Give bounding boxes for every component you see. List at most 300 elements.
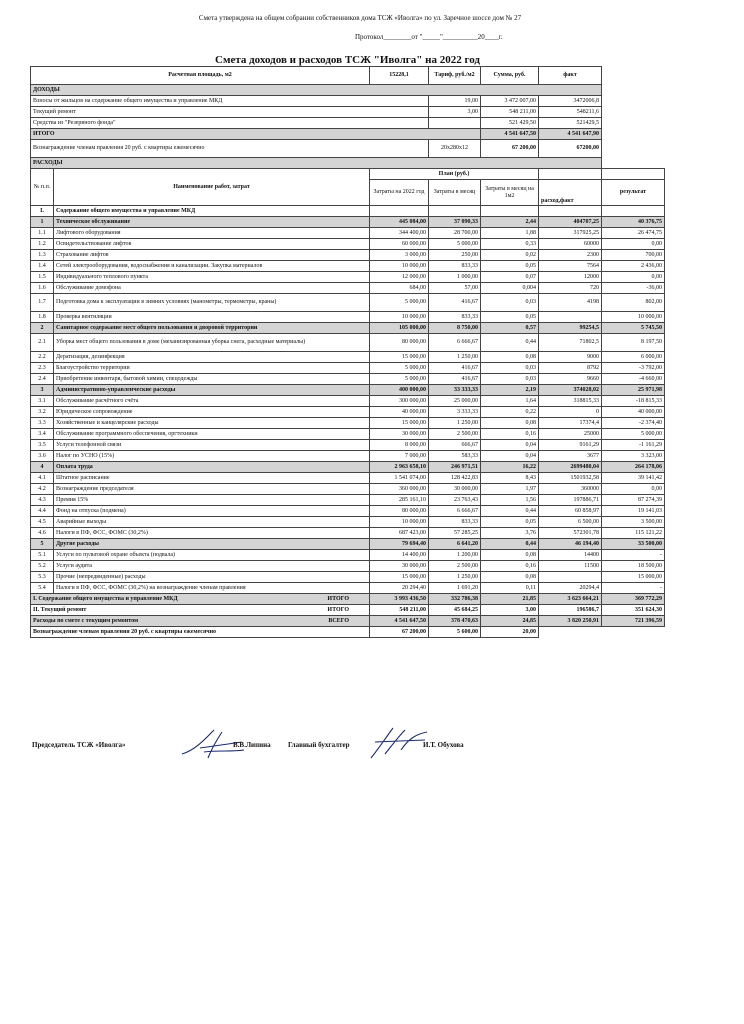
expense-name: Налог по УСНО (15%) bbox=[54, 451, 370, 462]
expense-name: Услуги аудита bbox=[54, 561, 370, 572]
expense-num: 1.1 bbox=[31, 228, 54, 239]
expense-year: 687 423,00 bbox=[370, 528, 429, 539]
expense-fact: 317925,25 bbox=[539, 228, 602, 239]
sum-label: Сумма, руб. bbox=[481, 67, 539, 85]
expense-group-row bbox=[31, 217, 665, 228]
expense-name: Уборка мест общего пользования в доме (механизированная уборка снега, расходные материалы) bbox=[54, 334, 370, 352]
expense-reward-row bbox=[31, 627, 665, 638]
expense-fact: 2699480,04 bbox=[539, 462, 602, 473]
spacer bbox=[602, 107, 665, 118]
expense-month: 1 000,00 bbox=[429, 272, 481, 283]
expense-result: 6 000,00 bbox=[602, 352, 665, 363]
expense-row bbox=[31, 517, 665, 528]
protocol-line: Протокол________от "_____"__________20____г. bbox=[355, 33, 503, 41]
expense-fact: 2300 bbox=[539, 250, 602, 261]
expense-row bbox=[31, 334, 665, 352]
expense-month: 416,67 bbox=[429, 294, 481, 312]
expense-num: 2.3 bbox=[31, 363, 54, 374]
expense-month: 6 666,67 bbox=[429, 506, 481, 517]
expense-fact: 318815,33 bbox=[539, 396, 602, 407]
expense-num: 5.4 bbox=[31, 583, 54, 594]
expense-fact: 9660 bbox=[539, 374, 602, 385]
expense-result: 39 141,42 bbox=[602, 473, 665, 484]
expense-fact: 8792 bbox=[539, 363, 602, 374]
expense-year: 285 161,10 bbox=[370, 495, 429, 506]
income-total-label: ИТОГО bbox=[31, 129, 481, 140]
expense-name: Административно-управленческие расходы bbox=[54, 385, 370, 396]
expense-result: 33 500,00 bbox=[602, 539, 665, 550]
expense-m2: 1,64 bbox=[481, 396, 539, 407]
expense-year: 20 294,40 bbox=[370, 583, 429, 594]
expense-row bbox=[31, 583, 665, 594]
signature-block bbox=[30, 738, 670, 768]
expense-month: 8 750,00 bbox=[429, 323, 481, 334]
expense-num: 2.4 bbox=[31, 374, 54, 385]
expense-year: 15 000,00 bbox=[370, 352, 429, 363]
expense-result: 5 745,50 bbox=[602, 323, 665, 334]
expense-row bbox=[31, 396, 665, 407]
expense-result: 0,00 bbox=[602, 239, 665, 250]
expense-row bbox=[31, 407, 665, 418]
expense-m2: 0,08 bbox=[481, 572, 539, 583]
total-name: Расходы по смете с текущим ремонтом bbox=[33, 617, 139, 624]
col-m2-header: Затраты в месяц на 1м2 bbox=[481, 180, 539, 206]
fact-label: факт bbox=[539, 67, 602, 85]
expense-result: -4 660,00 bbox=[602, 374, 665, 385]
total-name: I. Содержание общего имущества и управление МКД bbox=[33, 595, 178, 602]
expense-num: 5.3 bbox=[31, 572, 54, 583]
expense-fact: 71802,5 bbox=[539, 334, 602, 352]
income-name: Текущий ремонт bbox=[31, 107, 429, 118]
expense-month: 833,33 bbox=[429, 312, 481, 323]
expense-year: 14 400,00 bbox=[370, 550, 429, 561]
expense-num: 1.8 bbox=[31, 312, 54, 323]
expense-month: 2 500,00 bbox=[429, 561, 481, 572]
expense-fact: 6 500,00 bbox=[539, 517, 602, 528]
expense-num: 4.4 bbox=[31, 506, 54, 517]
total-month: 378 470,63 bbox=[429, 616, 481, 627]
expense-header-row-1 bbox=[31, 169, 665, 180]
expense-row bbox=[31, 484, 665, 495]
expense-m2: 1,97 bbox=[481, 484, 539, 495]
income-sum: 548 211,00 bbox=[481, 107, 539, 118]
expense-fact: 11500 bbox=[539, 561, 602, 572]
expense-year: 2 963 658,10 bbox=[370, 462, 429, 473]
expense-result: -36,00 bbox=[602, 283, 665, 294]
expense-month: 6 666,67 bbox=[429, 334, 481, 352]
expense-year: 3 000,00 bbox=[370, 250, 429, 261]
expense-year: 5 000,00 bbox=[370, 294, 429, 312]
approval-note: Смета утверждена на общем собрании собственников дома ТСЖ «Иволга» по ул. Заречное шоссе дом № 27 bbox=[198, 14, 522, 22]
expense-heading: РАСХОДЫ bbox=[31, 158, 602, 169]
expense-num: 1.6 bbox=[31, 283, 54, 294]
expense-row bbox=[31, 352, 665, 363]
expense-fact: 60 858,97 bbox=[539, 506, 602, 517]
expense-reward-year: 67 200,00 bbox=[370, 627, 429, 638]
expense-num: 1 bbox=[31, 217, 54, 228]
expense-name: Индивидуального теплового пункта bbox=[54, 272, 370, 283]
income-fact: 548211,6 bbox=[539, 107, 602, 118]
expense-num: 3.6 bbox=[31, 451, 54, 462]
expense-row bbox=[31, 261, 665, 272]
expense-year: 400 000,00 bbox=[370, 385, 429, 396]
total-m2: 3,00 bbox=[481, 605, 539, 616]
expense-fact bbox=[539, 572, 602, 583]
expense-month: 250,00 bbox=[429, 250, 481, 261]
expense-m2: 2,19 bbox=[481, 385, 539, 396]
total-rows bbox=[31, 594, 665, 627]
expense-m2: 3,76 bbox=[481, 528, 539, 539]
expense-row bbox=[31, 506, 665, 517]
expense-m2: 0,03 bbox=[481, 294, 539, 312]
expense-month: 2 500,00 bbox=[429, 429, 481, 440]
total-result: 369 772,29 bbox=[602, 594, 665, 605]
expense-group-row bbox=[31, 462, 665, 473]
total-row bbox=[31, 616, 665, 627]
expense-num: 5.1 bbox=[31, 550, 54, 561]
chair-name: В.В.Липина bbox=[233, 741, 271, 749]
expense-row bbox=[31, 451, 665, 462]
expense-result: 2 436,00 bbox=[602, 261, 665, 272]
expense-result: 3 323,00 bbox=[602, 451, 665, 462]
expense-m2: 0,44 bbox=[481, 506, 539, 517]
expense-num: 1.3 bbox=[31, 250, 54, 261]
expense-row bbox=[31, 294, 665, 312]
expense-m2: 0,11 bbox=[481, 583, 539, 594]
expense-month: 1 250,00 bbox=[429, 352, 481, 363]
expense-year: 360 000,00 bbox=[370, 484, 429, 495]
expense-num: 1.4 bbox=[31, 261, 54, 272]
total-result: 721 396,59 bbox=[602, 616, 665, 627]
income-total-sum: 4 541 647,50 bbox=[481, 129, 539, 140]
total-label: ИТОГО bbox=[327, 606, 349, 613]
expense-year: 10 000,00 bbox=[370, 517, 429, 528]
col-month-header: Затраты в месяц bbox=[429, 180, 481, 206]
income-rows bbox=[31, 96, 665, 129]
expense-name: Юридическое сопровождение bbox=[54, 407, 370, 418]
area-label: Расчетная площадь, м2 bbox=[31, 67, 370, 85]
expense-row bbox=[31, 429, 665, 440]
expense-year: 15 000,00 bbox=[370, 572, 429, 583]
expense-result: 18 500,00 bbox=[602, 561, 665, 572]
expense-result: 87 274,39 bbox=[602, 495, 665, 506]
expense-fact: 17374,4 bbox=[539, 418, 602, 429]
expense-result: - bbox=[602, 550, 665, 561]
expense-row bbox=[31, 272, 665, 283]
expense-group-row bbox=[31, 323, 665, 334]
expense-year: 8 000,00 bbox=[370, 440, 429, 451]
expense-name: Услуги телефонной связи bbox=[54, 440, 370, 451]
expense-m2: 0,16 bbox=[481, 561, 539, 572]
income-heading: ДОХОДЫ bbox=[31, 85, 602, 96]
expense-row bbox=[31, 283, 665, 294]
expense-month: 23 763,43 bbox=[429, 495, 481, 506]
expense-year: 79 694,40 bbox=[370, 539, 429, 550]
expense-name: Освидетельствование лифтов bbox=[54, 239, 370, 250]
expense-num: 3.2 bbox=[31, 407, 54, 418]
expense-fact: 9000 bbox=[539, 352, 602, 363]
expense-m2: 0,05 bbox=[481, 312, 539, 323]
expense-m2: 0,02 bbox=[481, 250, 539, 261]
expense-year: 40 000,00 bbox=[370, 407, 429, 418]
expense-month: 416,67 bbox=[429, 363, 481, 374]
expense-reward-month: 5 600,00 bbox=[429, 627, 481, 638]
expense-num: 3.3 bbox=[31, 418, 54, 429]
expense-name: Вознаграждение председателя bbox=[54, 484, 370, 495]
expense-name: Хозяйственные и канцелярские расходы bbox=[54, 418, 370, 429]
expense-row bbox=[31, 250, 665, 261]
expense-fact: 572301,78 bbox=[539, 528, 602, 539]
expense-year: 60 000,00 bbox=[370, 239, 429, 250]
expense-month: 128 422,83 bbox=[429, 473, 481, 484]
section-row bbox=[31, 206, 665, 217]
expense-fact: 374028,02 bbox=[539, 385, 602, 396]
expense-row bbox=[31, 418, 665, 429]
expense-fact: 197886,71 bbox=[539, 495, 602, 506]
income-row bbox=[31, 118, 665, 129]
expense-result: 40 000,00 bbox=[602, 407, 665, 418]
expense-name: Благоустройство территории bbox=[54, 363, 370, 374]
total-label: ИТОГО bbox=[327, 595, 349, 602]
expense-month: 246 971,51 bbox=[429, 462, 481, 473]
tariff-label: Тариф, руб./м2 bbox=[429, 67, 481, 85]
expense-month: 28 700,00 bbox=[429, 228, 481, 239]
expense-year: 80 000,00 bbox=[370, 506, 429, 517]
expense-row bbox=[31, 495, 665, 506]
expense-num: 5 bbox=[31, 539, 54, 550]
total-m2: 21,85 bbox=[481, 594, 539, 605]
plan-header: План (руб.) bbox=[370, 169, 539, 180]
income-reward-name: Вознаграждение членам правления 20 руб. с квартиры ежемесячно bbox=[31, 140, 429, 158]
expense-name: Обслуживание программного обеспечения, оргтехники bbox=[54, 429, 370, 440]
expense-num: 4.5 bbox=[31, 517, 54, 528]
expense-year: 684,00 bbox=[370, 283, 429, 294]
total-row bbox=[31, 605, 665, 616]
expense-num: 3.1 bbox=[31, 396, 54, 407]
expense-result: 0,00 bbox=[602, 272, 665, 283]
expense-num: 2.1 bbox=[31, 334, 54, 352]
income-sum: 521 429,50 bbox=[481, 118, 539, 129]
income-sum: 3 472 007,00 bbox=[481, 96, 539, 107]
spacer bbox=[602, 118, 665, 129]
expense-m2: 0,03 bbox=[481, 374, 539, 385]
expense-num: 1.7 bbox=[31, 294, 54, 312]
expense-name: Прочие (непредвиденные) расходы bbox=[54, 572, 370, 583]
expense-year: 30 000,00 bbox=[370, 561, 429, 572]
expense-num: 4 bbox=[31, 462, 54, 473]
expense-name: Налоги в ПФ, ФСС, ФОМС (30,2%) bbox=[54, 528, 370, 539]
expense-result: 8 197,50 bbox=[602, 334, 665, 352]
expense-result: 25 971,98 bbox=[602, 385, 665, 396]
expense-name: Лифтового оборудования bbox=[54, 228, 370, 239]
expense-m2: 8,43 bbox=[481, 473, 539, 484]
total-month: 45 684,25 bbox=[429, 605, 481, 616]
income-row bbox=[31, 107, 665, 118]
expense-result: 5 000,00 bbox=[602, 429, 665, 440]
expense-name: Техническое обслуживание bbox=[54, 217, 370, 228]
expense-month: 33 333,33 bbox=[429, 385, 481, 396]
expense-m2: 0,44 bbox=[481, 334, 539, 352]
expense-fact: 3677 bbox=[539, 451, 602, 462]
area-value: 15228,1 bbox=[370, 67, 429, 85]
total-fact: 196586,7 bbox=[539, 605, 602, 616]
col-name-header: Наименование работ, затрат bbox=[54, 169, 370, 206]
expense-row bbox=[31, 473, 665, 484]
income-reward-tariff: 20x280x12 bbox=[429, 140, 481, 158]
expense-num: 4.1 bbox=[31, 473, 54, 484]
section-name: Содержание общего имущества и управление МКД bbox=[54, 206, 370, 217]
expense-row bbox=[31, 440, 665, 451]
expense-name: Обслуживание домофона bbox=[54, 283, 370, 294]
total-result: 351 624,30 bbox=[602, 605, 665, 616]
expense-num: 2 bbox=[31, 323, 54, 334]
expense-result: -3 792,00 bbox=[602, 363, 665, 374]
expense-month: 583,33 bbox=[429, 451, 481, 462]
total-name: II. Текущий ремонт bbox=[33, 606, 87, 613]
expense-year: 10 000,00 bbox=[370, 312, 429, 323]
expense-year: 344 400,00 bbox=[370, 228, 429, 239]
expense-month: 1 250,00 bbox=[429, 572, 481, 583]
expense-fact bbox=[539, 312, 602, 323]
expense-result: 10 000,00 bbox=[602, 312, 665, 323]
expense-num: 4.2 bbox=[31, 484, 54, 495]
expense-reward-name: Вознаграждение членам правления 20 руб. с квартиры ежемесячно bbox=[31, 627, 370, 638]
expense-fact: 60000 bbox=[539, 239, 602, 250]
expense-row bbox=[31, 228, 665, 239]
chair-label: Председатель ТСЖ «Иволга» bbox=[32, 741, 126, 749]
expense-m2: 0,57 bbox=[481, 323, 539, 334]
expense-fact: 720 bbox=[539, 283, 602, 294]
income-row bbox=[31, 96, 665, 107]
expense-m2: 1,88 bbox=[481, 228, 539, 239]
expense-result: 115 121,22 bbox=[602, 528, 665, 539]
expense-m2: 0,44 bbox=[481, 539, 539, 550]
income-reward-sum: 67 200,00 bbox=[481, 140, 539, 158]
expense-fact: 25000 bbox=[539, 429, 602, 440]
document-title: Смета доходов и расходов ТСЖ "Иволга" на 2022 год bbox=[215, 54, 480, 66]
expense-year: 5 000,00 bbox=[370, 374, 429, 385]
expense-m2: 0,004 bbox=[481, 283, 539, 294]
expense-result: 700,00 bbox=[602, 250, 665, 261]
income-total-row bbox=[31, 129, 665, 140]
expense-row bbox=[31, 239, 665, 250]
expense-row bbox=[31, 363, 665, 374]
expense-month: 5 000,00 bbox=[429, 239, 481, 250]
budget-table bbox=[30, 66, 665, 638]
expense-month: 6 641,20 bbox=[429, 539, 481, 550]
income-name: Средства из "Резервного фонда" bbox=[31, 118, 429, 129]
expense-month: 833,33 bbox=[429, 517, 481, 528]
expense-num: 4.3 bbox=[31, 495, 54, 506]
expense-fact: 7564 bbox=[539, 261, 602, 272]
expense-month: 57 285,25 bbox=[429, 528, 481, 539]
expense-m2: 1,56 bbox=[481, 495, 539, 506]
expense-year: 300 000,00 bbox=[370, 396, 429, 407]
expense-year: 1 541 074,00 bbox=[370, 473, 429, 484]
expense-year: 7 000,00 bbox=[370, 451, 429, 462]
income-name: Взносы от жильцов на содержание общего имущества и управление МКД bbox=[31, 96, 429, 107]
expense-num: 5.2 bbox=[31, 561, 54, 572]
expense-month: 1 250,00 bbox=[429, 418, 481, 429]
spacer bbox=[602, 96, 665, 107]
expense-fact: 360000 bbox=[539, 484, 602, 495]
expense-month: 1 691,20 bbox=[429, 583, 481, 594]
accountant-name: И.Т. Обухова bbox=[423, 741, 464, 749]
expense-m2: 0,04 bbox=[481, 451, 539, 462]
expense-m2: 0,33 bbox=[481, 239, 539, 250]
expense-row bbox=[31, 572, 665, 583]
expense-m2: 0,08 bbox=[481, 352, 539, 363]
expense-m2: 0,08 bbox=[481, 418, 539, 429]
expense-name: Другие расходы bbox=[54, 539, 370, 550]
expense-month: 37 090,33 bbox=[429, 217, 481, 228]
expense-m2: 0,03 bbox=[481, 363, 539, 374]
expense-name: Дератизация, дезинфекция bbox=[54, 352, 370, 363]
income-reward-fact: 67200,00 bbox=[539, 140, 602, 158]
expense-name: Налоги в ПФ, ФСС, ФОМС (30,2%) на вознаграждение членам правления bbox=[54, 583, 370, 594]
total-fact: 3 623 664,21 bbox=[539, 594, 602, 605]
total-year: 3 993 436,50 bbox=[370, 594, 429, 605]
expense-group-row bbox=[31, 539, 665, 550]
expense-year: 15 000,00 bbox=[370, 418, 429, 429]
expense-rows bbox=[31, 217, 665, 594]
expense-num: 3 bbox=[31, 385, 54, 396]
expense-fact: 12000 bbox=[539, 272, 602, 283]
income-reward-row bbox=[31, 140, 665, 158]
expense-result: 26 474,75 bbox=[602, 228, 665, 239]
expense-num: 4.6 bbox=[31, 528, 54, 539]
expense-num: 1.2 bbox=[31, 239, 54, 250]
expense-year: 105 000,00 bbox=[370, 323, 429, 334]
income-fact: 521429,5 bbox=[539, 118, 602, 129]
expense-row bbox=[31, 312, 665, 323]
expense-name: Услуги по пультовой охране объекта (подвала) bbox=[54, 550, 370, 561]
expense-num: 2.2 bbox=[31, 352, 54, 363]
expense-year: 10 000,00 bbox=[370, 261, 429, 272]
expense-result: 802,00 bbox=[602, 294, 665, 312]
expense-fact: 14400 bbox=[539, 550, 602, 561]
expense-result: 3 500,00 bbox=[602, 517, 665, 528]
expense-name: Фонд на отпуска (подмена) bbox=[54, 506, 370, 517]
expense-m2: 0,08 bbox=[481, 550, 539, 561]
expense-month: 3 333,33 bbox=[429, 407, 481, 418]
expense-year: 12 000,00 bbox=[370, 272, 429, 283]
expense-name: Сетей электрооборудования, водоснабжения и канализации. Закупка материалов bbox=[54, 261, 370, 272]
expense-month: 666,67 bbox=[429, 440, 481, 451]
total-month: 332 786,38 bbox=[429, 594, 481, 605]
expense-name: Страхование лифтов bbox=[54, 250, 370, 261]
expense-year: 5 000,00 bbox=[370, 363, 429, 374]
total-year: 4 541 647,50 bbox=[370, 616, 429, 627]
expense-num: 3.5 bbox=[31, 440, 54, 451]
expense-result: 40 376,75 bbox=[602, 217, 665, 228]
section-num: I. bbox=[31, 206, 54, 217]
expense-name: Премия 15% bbox=[54, 495, 370, 506]
expense-name: Обслуживание расчётного счёта bbox=[54, 396, 370, 407]
expense-row bbox=[31, 550, 665, 561]
total-row bbox=[31, 594, 665, 605]
income-tariff: 3,00 bbox=[429, 107, 481, 118]
expense-name: Проверка вентиляции bbox=[54, 312, 370, 323]
income-tariff: 19,00 bbox=[429, 96, 481, 107]
expense-fact: 20294,4 bbox=[539, 583, 602, 594]
expense-result: 15 000,00 bbox=[602, 572, 665, 583]
col-fact-header: расход,факт bbox=[539, 180, 602, 206]
expense-group-row bbox=[31, 385, 665, 396]
expense-fact: 404707,25 bbox=[539, 217, 602, 228]
expense-year: 445 084,00 bbox=[370, 217, 429, 228]
total-name-cell bbox=[31, 594, 370, 605]
